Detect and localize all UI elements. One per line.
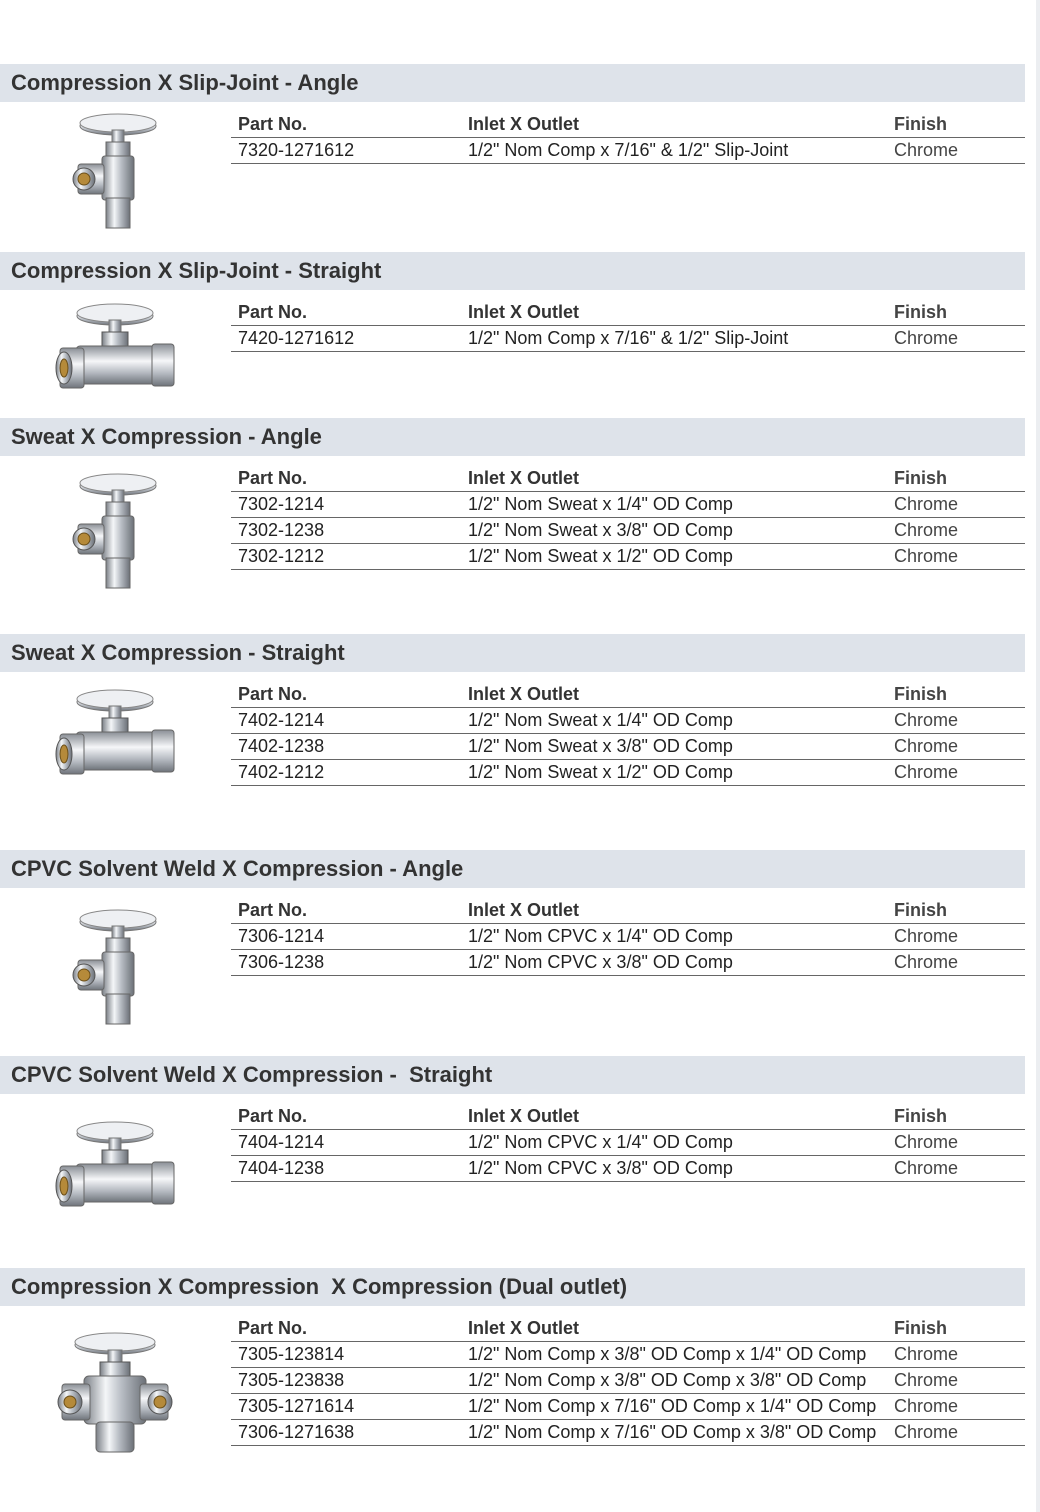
inlet-outlet: 1/2" Nom Sweat x 1/2" OD Comp [468, 546, 733, 566]
finish: Chrome [894, 952, 959, 972]
section-title: Compression X Slip-Joint - Angle [0, 64, 1025, 102]
column-header-inlet-outlet: Inlet X Outlet [468, 114, 580, 134]
column-header-part-no: Part No. [238, 900, 308, 920]
finish: Chrome [894, 140, 959, 160]
page-edge [1036, 0, 1040, 1512]
column-header-finish: Finish [894, 302, 947, 322]
finish: Chrome [894, 1422, 959, 1442]
inlet-outlet: 1/2" Nom Comp x 7/16" & 1/2" Slip-Joint [468, 328, 789, 348]
valve-image [40, 296, 190, 426]
column-header-part-no: Part No. [238, 684, 308, 704]
column-header-inlet-outlet: Inlet X Outlet [468, 1318, 580, 1338]
table-row [231, 1394, 1025, 1420]
table-header [231, 1104, 1025, 1130]
column-header-finish: Finish [894, 1106, 947, 1126]
table-row [231, 734, 1025, 760]
part-number: 7302-1214 [238, 494, 325, 514]
finish: Chrome [894, 546, 959, 566]
valve-image [40, 904, 190, 1034]
part-number: 7306-1214 [238, 926, 325, 946]
inlet-outlet: 1/2" Nom Sweat x 1/2" OD Comp [468, 762, 733, 782]
finish: Chrome [894, 1132, 959, 1152]
column-header-finish: Finish [894, 900, 947, 920]
section-title: CPVC Solvent Weld X Compression - Straight [0, 1056, 1025, 1094]
part-number: 7404-1214 [238, 1132, 325, 1152]
column-header-finish: Finish [894, 114, 947, 134]
part-number: 7402-1238 [238, 736, 325, 756]
table-row [231, 544, 1025, 570]
table-row [231, 760, 1025, 786]
section-title: Sweat X Compression - Straight [0, 634, 1025, 672]
finish: Chrome [894, 926, 959, 946]
spec-table [231, 466, 1025, 570]
column-header-part-no: Part No. [238, 468, 308, 488]
table-header [231, 898, 1025, 924]
section-title: CPVC Solvent Weld X Compression - Angle [0, 850, 1025, 888]
valve-image [40, 1330, 190, 1460]
table-row [231, 1342, 1025, 1368]
part-number: 7402-1214 [238, 710, 325, 730]
finish: Chrome [894, 328, 959, 348]
inlet-outlet: 1/2" Nom CPVC x 3/8" OD Comp [468, 952, 733, 972]
inlet-outlet: 1/2" Nom Comp x 7/16" OD Comp x 1/4" OD Comp [468, 1396, 877, 1416]
inlet-outlet: 1/2" Nom Sweat x 3/8" OD Comp [468, 520, 733, 540]
table-row [231, 708, 1025, 734]
column-header-part-no: Part No. [238, 114, 308, 134]
column-header-part-no: Part No. [238, 302, 308, 322]
part-number: 7420-1271612 [238, 328, 355, 348]
finish: Chrome [894, 1158, 959, 1178]
part-number: 7402-1212 [238, 762, 325, 782]
spec-table [231, 112, 1025, 164]
inlet-outlet: 1/2" Nom CPVC x 1/4" OD Comp [468, 926, 733, 946]
spec-table [231, 682, 1025, 786]
table-header [231, 1316, 1025, 1342]
part-number: 7302-1212 [238, 546, 325, 566]
column-header-inlet-outlet: Inlet X Outlet [468, 684, 580, 704]
part-number: 7306-1238 [238, 952, 325, 972]
finish: Chrome [894, 736, 959, 756]
part-number: 7305-123814 [238, 1344, 345, 1364]
column-header-inlet-outlet: Inlet X Outlet [468, 1106, 580, 1126]
table-row [231, 950, 1025, 976]
inlet-outlet: 1/2" Nom Sweat x 3/8" OD Comp [468, 736, 733, 756]
valve-image [40, 468, 190, 598]
part-number: 7306-1271638 [238, 1422, 355, 1442]
part-number: 7320-1271612 [238, 140, 355, 160]
part-number: 7302-1238 [238, 520, 325, 540]
inlet-outlet: 1/2" Nom Sweat x 1/4" OD Comp [468, 494, 733, 514]
valve-image [40, 682, 190, 812]
finish: Chrome [894, 1396, 959, 1416]
table-row [231, 518, 1025, 544]
finish: Chrome [894, 710, 959, 730]
column-header-finish: Finish [894, 1318, 947, 1338]
inlet-outlet: 1/2" Nom Comp x 7/16" & 1/2" Slip-Joint [468, 140, 789, 160]
table-row [231, 1420, 1025, 1446]
column-header-finish: Finish [894, 684, 947, 704]
column-header-part-no: Part No. [238, 1106, 308, 1126]
finish: Chrome [894, 762, 959, 782]
part-number: 7305-1271614 [238, 1396, 355, 1416]
spec-table [231, 1316, 1025, 1446]
table-row [231, 492, 1025, 518]
finish: Chrome [894, 1370, 959, 1390]
column-header-inlet-outlet: Inlet X Outlet [468, 468, 580, 488]
section-title: Sweat X Compression - Angle [0, 418, 1025, 456]
table-header [231, 112, 1025, 138]
table-row [231, 1130, 1025, 1156]
section-title: Compression X Compression X Compression (Dual outlet) [0, 1268, 1025, 1306]
spec-table [231, 1104, 1025, 1182]
column-header-inlet-outlet: Inlet X Outlet [468, 900, 580, 920]
table-row [231, 1368, 1025, 1394]
table-header [231, 682, 1025, 708]
valve-image [40, 108, 190, 238]
part-number: 7305-123838 [238, 1370, 345, 1390]
table-header [231, 300, 1025, 326]
table-header [231, 466, 1025, 492]
valve-image [40, 1114, 190, 1244]
table-row [231, 138, 1025, 164]
finish: Chrome [894, 520, 959, 540]
column-header-finish: Finish [894, 468, 947, 488]
inlet-outlet: 1/2" Nom CPVC x 1/4" OD Comp [468, 1132, 733, 1152]
column-header-part-no: Part No. [238, 1318, 308, 1338]
inlet-outlet: 1/2" Nom Comp x 3/8" OD Comp x 1/4" OD Comp [468, 1344, 867, 1364]
inlet-outlet: 1/2" Nom Sweat x 1/4" OD Comp [468, 710, 733, 730]
part-number: 7404-1238 [238, 1158, 325, 1178]
finish: Chrome [894, 494, 959, 514]
spec-table [231, 300, 1025, 352]
table-row [231, 924, 1025, 950]
inlet-outlet: 1/2" Nom Comp x 7/16" OD Comp x 3/8" OD Comp [468, 1422, 877, 1442]
finish: Chrome [894, 1344, 959, 1364]
inlet-outlet: 1/2" Nom Comp x 3/8" OD Comp x 3/8" OD Comp [468, 1370, 867, 1390]
spec-table [231, 898, 1025, 976]
column-header-inlet-outlet: Inlet X Outlet [468, 302, 580, 322]
table-row [231, 1156, 1025, 1182]
section-title: Compression X Slip-Joint - Straight [0, 252, 1025, 290]
table-row [231, 326, 1025, 352]
inlet-outlet: 1/2" Nom CPVC x 3/8" OD Comp [468, 1158, 733, 1178]
